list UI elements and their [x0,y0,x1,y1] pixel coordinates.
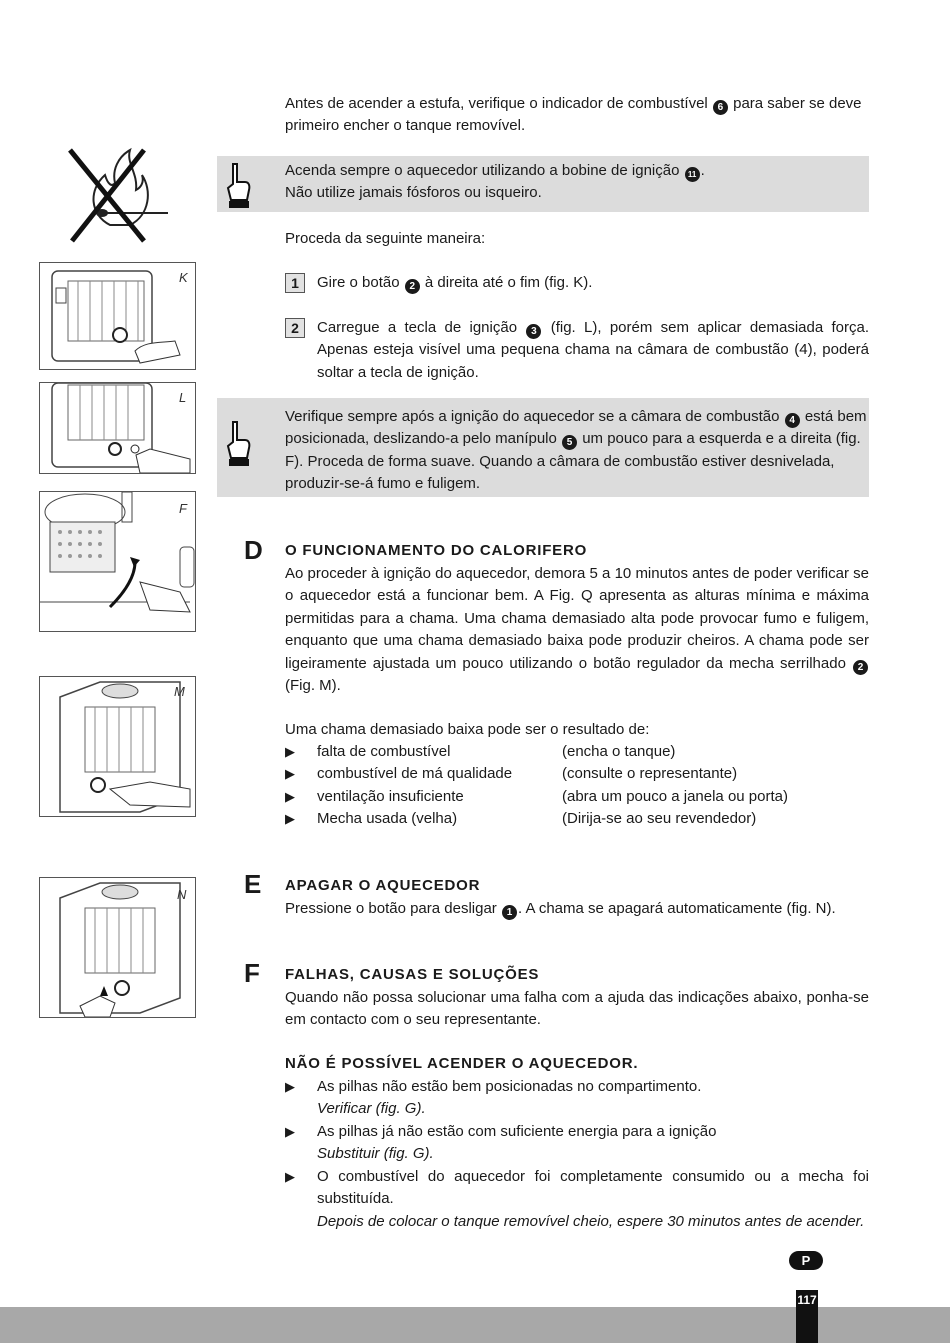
cause-text: Mecha usada (velha) [317,810,458,827]
warning-note-text: Acenda sempre o aquecedor utilizando a bobine de ignição 11 . Não utilize jamais fósforos ou isqueiro. [285,162,705,202]
warning-note-text: Verifique sempre após a ignição do aquecedor se a câmara de combustão 4 está bem posicionada, deslizando-a pelo manípulo 5 um pouco para a esquerda e a direita (fig. F). Proceda de forma suave. Quando a câmara de combustão estiver desnivelada, produzir-se-á fumo e fuligem. [285,408,867,493]
bullet-icon: ▶ [285,766,295,781]
heater-illustration [40,263,195,369]
figure-label: L [179,390,187,405]
number-badge: 11 [685,167,700,182]
number-badge: 5 [562,435,577,450]
number-badge: 1 [502,905,517,920]
fault-action: Verificar (fig. G). [317,1100,426,1118]
section-title: FALHAS, CAUSAS E SOLUÇÕES [285,966,540,983]
section-body: Quando não possa solucionar uma falha com a ajuda das indicações abaixo, ponha-se em contacto com o seu representante. [285,989,869,1029]
cause-text: combustível de má qualidade [317,765,513,782]
number-badge: 2 [405,279,420,294]
fault-action: Substituir (fig. G). [317,1145,434,1163]
heater-illustration [40,383,195,473]
low-flame-intro: Uma chama demasiado baixa pode ser o resultado de: [285,721,650,738]
remedy-text: (encha o tanque) [562,743,676,760]
figure-label: F [179,501,187,516]
figure-label: N [177,887,187,902]
page-number: 117 [796,1290,818,1343]
step-text: Gire o botão 2 à direita até o fim (fig. K). [317,274,593,292]
intro-text: Antes de acender a estufa, verifique o indicador de combustível 6 para saber se deve primeiro encher o tanque removível. [285,95,862,135]
cause-text: falta de combustível [317,743,451,760]
subsection-title: NÃO É POSSÍVEL ACENDER O AQUECEDOR. [285,1055,639,1072]
figure-f [39,491,196,632]
combustion-chamber-illustration [40,492,195,631]
section-body: Ao proceder à ignição do aquecedor, demora 5 a 10 minutos antes de poder verificar se o aquecedor está a funcionar bem. A Fig. Q apresenta as alturas mínima e máxima permitidas para a chama. Uma chama demasiado alta pode provocar fumo e fuligem, enquanto que uma chama demasiado baixa pode produzir cheiros. A chama pode ser ligeiramente ajustada um pouco utilizando o botão regulador da mecha serrilhado 2 (Fig. M). [285,565,869,695]
section-letter: D [244,535,263,565]
fault-item: As pilhas já não estão com suficiente energia para a ignição Substituir (fig. G). [317,1123,717,1163]
number-badge: 3 [526,324,541,339]
language-badge: P [789,1251,823,1270]
section-letter: F [244,958,260,988]
pointing-hand-icon [223,160,253,210]
remedy-text: (Dirija-se ao seu revendedor) [562,810,757,827]
number-badge: 4 [785,413,800,428]
figure-k [39,262,196,370]
fault-item: O combustível do aquecedor foi completamente consumido ou a mecha foi substituída. Depois de colocar o tanque removível cheio, espere 30 minutos antes de acender. [317,1168,869,1230]
bullet-icon: ▶ [285,1169,295,1184]
section-title: APAGAR O AQUECEDOR [285,877,481,894]
remedy-text: (consulte o representante) [562,765,738,782]
heater-illustration [40,878,195,1017]
figure-n [39,877,196,1018]
figure-m [39,676,196,817]
heater-illustration [40,677,195,816]
proceed-text: Proceda da seguinte maneira: [285,230,486,247]
section-letter: E [244,869,262,899]
step-number: 1 [285,273,305,293]
figure-label: M [174,684,185,699]
pointing-hand-icon [223,418,253,468]
figure-label: K [179,270,188,285]
step-text: Carregue a tecla de ignição 3 (fig. L), porém sem aplicar demasiada força. Apenas esteja visível uma pequena chama na câmara de combustão (4), poderá soltar a tecla de ignição. [317,319,870,381]
no-matches-icon [60,145,172,247]
figure-l [39,382,196,474]
cause-text: ventilação insuficiente [317,788,464,805]
bullet-icon: ▶ [285,789,295,804]
bullet-icon: ▶ [285,744,295,759]
fault-item: As pilhas não estão bem posicionadas no compartimento. Verificar (fig. G). [317,1078,702,1118]
bullet-icon: ▶ [285,1079,295,1094]
bullet-icon: ▶ [285,1124,295,1139]
remedy-text: (abra um pouco a janela ou porta) [562,788,788,805]
fault-action: Depois de colocar o tanque removível cheio, espere 30 minutos antes de acender. [317,1212,865,1230]
bullet-icon: ▶ [285,811,295,826]
step-number: 2 [285,318,305,338]
number-badge: 6 [713,100,728,115]
number-badge: 2 [853,660,868,675]
section-title: O FUNCIONAMENTO DO CALORIFERO [285,542,588,559]
section-body: Pressione o botão para desligar 1 . A chama se apagará automaticamente (fig. N). [285,900,836,918]
